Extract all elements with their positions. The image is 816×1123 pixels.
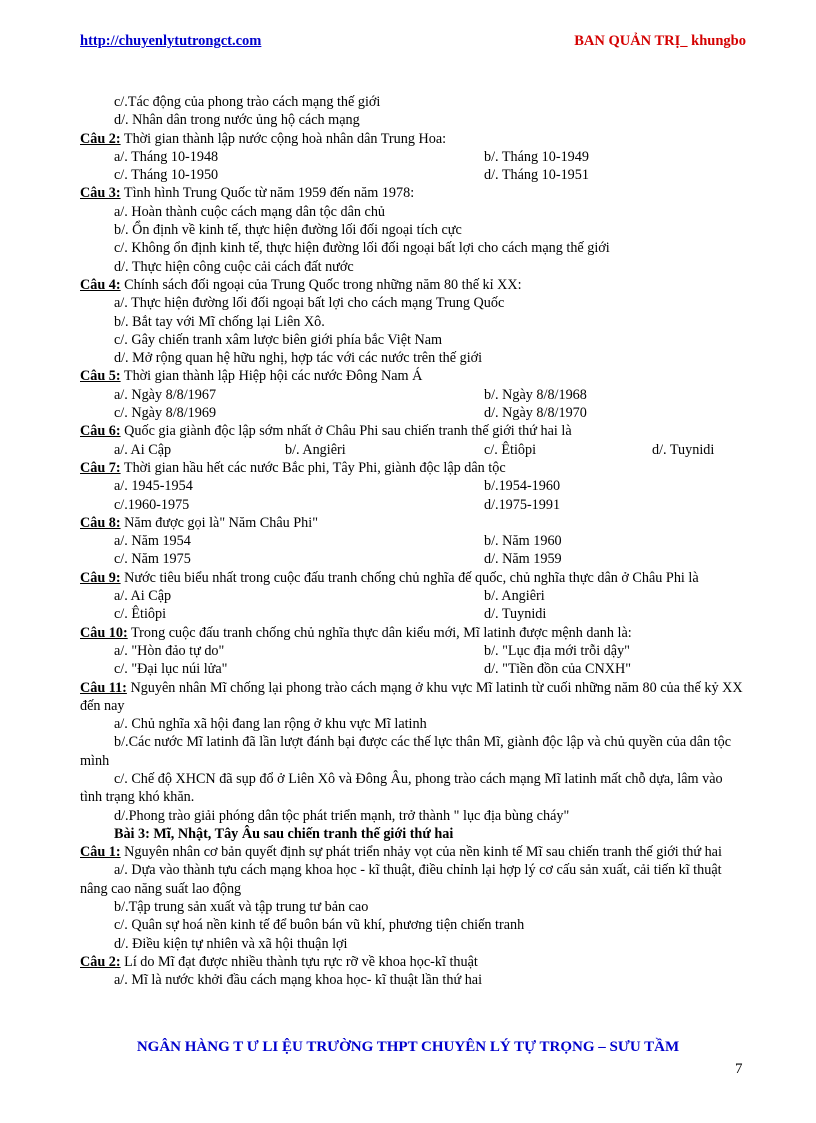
option-row (80, 441, 746, 459)
option-line: c/.Tác động của phong trào cách mạng thế giới (114, 94, 381, 110)
question-text: Thời gian thành lập nước cộng hoà nhân dân Trung Hoa: (120, 130, 447, 147)
option-a: a/. "Hòn đảo tự do" (114, 642, 225, 659)
option-b: b/. Angiêri (285, 441, 346, 458)
section-title: Bài 3: Mĩ, Nhật, Tây Âu sau chiến tranh thế giới thứ hai (114, 825, 454, 842)
question-label: Câu 3: (80, 185, 121, 202)
option-row (80, 532, 746, 550)
option-row (80, 496, 746, 514)
option-a: a/. Ngày 8/8/1967 (114, 386, 217, 403)
option-a: a/. Ai Cập (114, 588, 172, 605)
option-d: d/.1975-1991 (484, 496, 561, 513)
page-number: 7 (735, 1061, 743, 1077)
option-b: b/. "Lục địa mới trỗi dậy" (484, 642, 630, 659)
option-b: b/.Các nước Mĩ latinh đã lần lượt đánh bại được các thế lực thân Mĩ, giành độc lập và chủ quyền của dân tộc mình (80, 734, 732, 769)
question-text: Nguyên nhân cơ bản quyết định sự phát triển nhảy vọt của nền kinh tế Mĩ sau chiến tranh thế giới thứ hai (120, 844, 722, 861)
option-c: c/. Êtiôpi (484, 441, 537, 458)
question-6 (80, 422, 746, 440)
question-8 (80, 514, 746, 532)
question-label: Câu 7: (80, 459, 121, 476)
option-c: c/. "Đại lục núi lửa" (114, 661, 228, 678)
option-a: a/. Tháng 10-1948 (114, 148, 219, 165)
question-5 (80, 367, 746, 385)
question-10 (80, 624, 746, 642)
option-a: a/. Thực hiện đường lối đối ngoại bất lợi cho cách mạng Trung Quốc (114, 295, 505, 312)
question-text: Quốc gia giành độc lập sớm nhất ở Châu Phi sau chiến tranh thế giới thứ hai là (120, 423, 572, 440)
option-a: a/. Dựa vào thành tựu cách mạng khoa học - kĩ thuật, điều chỉnh lại hợp lý cơ cấu sản xuất, cải tiến kĩ thuật nâng cao năng suất lao động (80, 862, 722, 897)
question-label: Câu 10: (80, 624, 128, 641)
question-label: Câu 5: (80, 368, 121, 385)
question-label: Câu 9: (80, 569, 121, 586)
question-text: Chính sách đối ngoại của Trung Quốc trong những năm 80 thế kỉ XX: (120, 276, 522, 293)
option-a: a/. Năm 1954 (114, 533, 191, 550)
option-row (80, 660, 746, 678)
option-c: c/.1960-1975 (114, 496, 190, 513)
option-row (80, 404, 746, 422)
option-d: d/. Mở rộng quan hệ hữu nghị, hợp tác với các nước trên thế giới (114, 350, 483, 367)
question-4 (80, 276, 746, 294)
question-label: Câu 6: (80, 423, 121, 440)
option-d: d/.Phong trào giải phóng dân tộc phát triển mạnh, trở thành " lục địa bùng cháy" (114, 807, 570, 824)
option-a: a/. Hoàn thành cuộc cách mạng dân tộc dân chủ (114, 203, 386, 220)
option-row (80, 587, 746, 605)
section-question-1 (80, 843, 746, 861)
question-label: Câu 4: (80, 276, 121, 293)
question-text: Năm được gọi là" Năm Châu Phi" (120, 514, 319, 531)
option-row (80, 642, 746, 660)
option-b: b/. Tháng 10-1949 (484, 148, 589, 165)
question-3 (80, 184, 746, 202)
option-d: d/. Tuynidi (652, 441, 715, 458)
option-c: c/. Êtiôpi (114, 606, 167, 623)
option-b: b/. Angiêri (484, 588, 545, 605)
option-d: d/. "Tiền đồn của CNXH" (484, 661, 632, 678)
option-a: a/. Chủ nghĩa xã hội đang lan rộng ở khu vực Mĩ latinh (114, 716, 427, 733)
question-label: Câu 8: (80, 514, 121, 531)
option-d: d/. Năm 1959 (484, 551, 562, 568)
question-label: Câu 11: (80, 679, 127, 696)
option-d: d/. Thực hiện công cuộc cải cách đất nước (114, 258, 354, 275)
question-text: Tình hình Trung Quốc từ năm 1959 đến năm 1978: (120, 185, 415, 202)
option-a: a/. 1945-1954 (114, 478, 193, 495)
section-question-2 (80, 953, 746, 971)
option-row (80, 550, 746, 568)
question-9 (80, 569, 746, 587)
option-c: c/. Quân sự hoá nền kinh tế để buôn bán vũ khí, phương tiện chiến tranh (114, 917, 525, 934)
website-link[interactable]: http://chuyenlytutrongct.com (80, 33, 262, 49)
option-c: c/. Ngày 8/8/1969 (114, 405, 217, 422)
option-line: d/. Nhân dân trong nước ủng hộ cách mạng (114, 112, 360, 129)
option-row (80, 166, 746, 184)
question-11 (80, 679, 746, 716)
question-2 (80, 130, 746, 148)
question-text: Thời gian thành lập Hiệp hội các nước Đông Nam Á (120, 368, 423, 385)
admin-credit: BAN QUẢN TRỊ_ khungbo (574, 33, 746, 49)
question-text: Nguyên nhân Mĩ chống lại phong trào cách mạng ở khu vực Mĩ latinh từ cuối những năm 80 của thế kỷ XX đến nay (80, 679, 743, 714)
option-row (80, 605, 746, 623)
option-c: c/. Năm 1975 (114, 551, 191, 568)
option-c: c/. Chế độ XHCN đã sụp đổ ở Liên Xô và Đông Âu, phong trào cách mạng Mĩ latinh mất chỗ dựa, lâm vào tình trạng khó khăn. (80, 770, 723, 806)
question-label: Câu 1: (80, 844, 121, 861)
option-d: d/. Điều kiện tự nhiên và xã hội thuận lợi (114, 935, 348, 952)
option-b: b/.1954-1960 (484, 478, 561, 495)
option-a: a/. Ai Cập (114, 441, 172, 458)
question-7 (80, 459, 746, 477)
question-text: Nước tiêu biểu nhất trong cuộc đấu tranh chống chủ nghĩa đế quốc, chủ nghĩa thực dân ở Châu Phi là (120, 569, 699, 586)
option-b: b/. Ngày 8/8/1968 (484, 386, 587, 403)
option-d: d/. Tháng 10-1951 (484, 167, 589, 184)
option-d: d/. Ngày 8/8/1970 (484, 405, 587, 422)
option-c: c/. Tháng 10-1950 (114, 167, 219, 184)
option-c: c/. Gây chiến tranh xâm lược biên giới phía bắc Việt Nam (114, 331, 443, 348)
option-b: b/. Năm 1960 (484, 533, 562, 550)
question-text: Lí do Mĩ đạt được nhiều thành tựu rực rỡ về khoa học-kĩ thuật (120, 953, 478, 970)
option-row (80, 148, 746, 166)
option-a: a/. Mĩ là nước khởi đầu cách mạng khoa học- kĩ thuật lần thứ hai (114, 972, 483, 989)
option-b: b/. Ổn định về kinh tế, thực hiện đường lối đối ngoại tích cực (114, 222, 462, 239)
option-row (80, 386, 746, 404)
question-label: Câu 2: (80, 130, 121, 147)
option-row (80, 477, 746, 495)
option-b: b/. Bắt tay với Mĩ chống lại Liên Xô. (114, 313, 325, 330)
option-b: b/.Tập trung sản xuất và tập trung tư bản cao (114, 899, 369, 916)
question-text: Thời gian hầu hết các nước Bắc phi, Tây Phi, giành độc lập dân tộc (120, 459, 506, 476)
document-body (80, 93, 746, 990)
question-text: Trong cuộc đấu tranh chống chủ nghĩa thực dân kiểu mới, Mĩ latinh được mệnh danh là: (127, 624, 632, 641)
option-d: d/. Tuynidi (484, 606, 547, 623)
page-header (80, 33, 746, 53)
question-label: Câu 2: (80, 953, 121, 970)
option-c: c/. Không ổn định kinh tế, thực hiện đường lối đối ngoại bất lợi cho cách mạng thế giới (114, 240, 610, 257)
page-footer: NGÂN HÀNG T Ư LI ỆU TRƯỜNG THPT CHUYÊN LÝ TỰ TRỌNG – SƯU TẦM (136, 1039, 680, 1055)
